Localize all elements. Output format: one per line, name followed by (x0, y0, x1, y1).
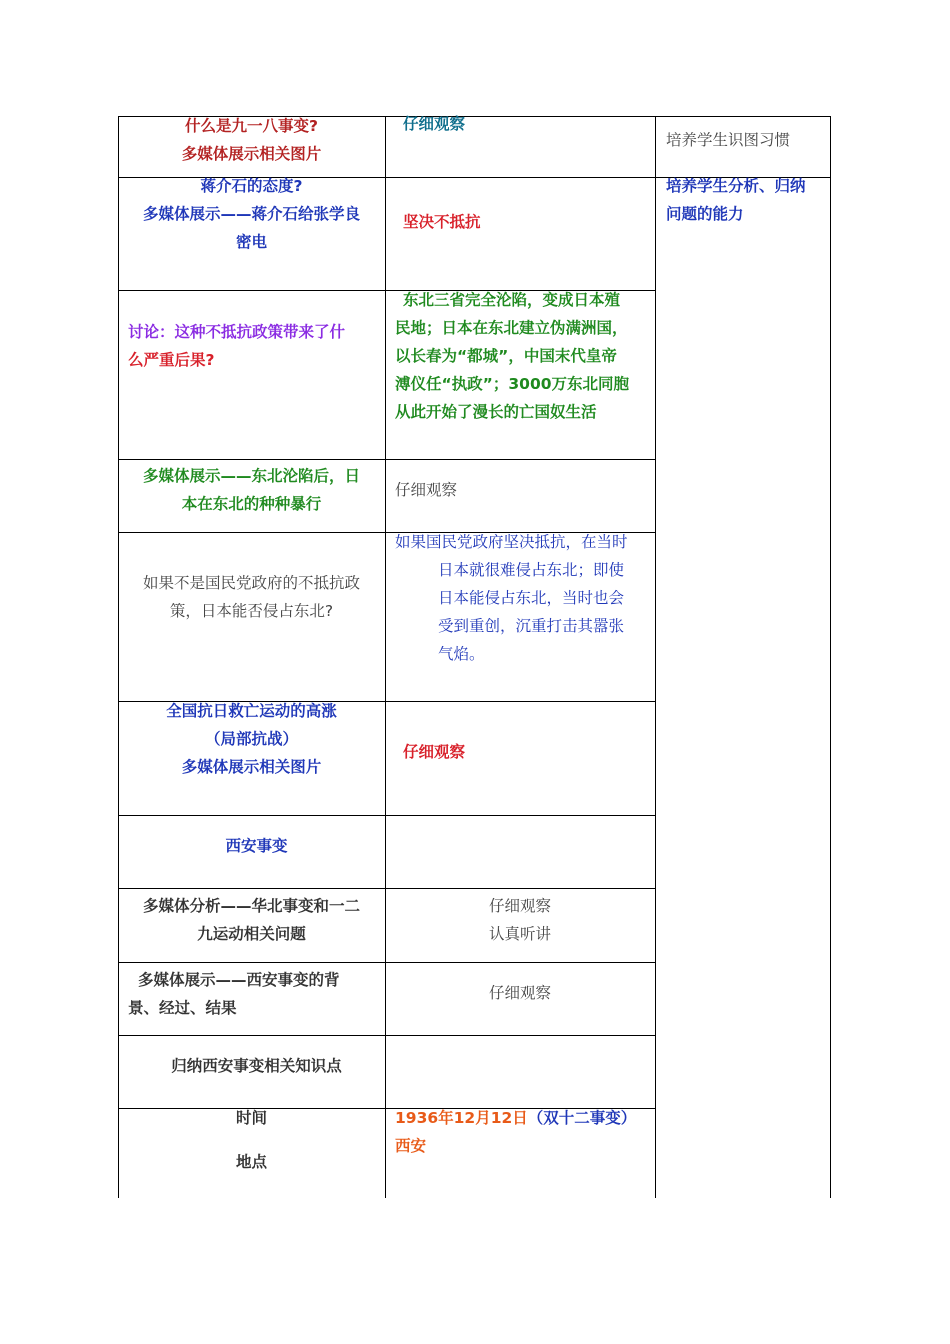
cell-line: 培养学生识图习惯 (666, 131, 791, 149)
cell-line: 全国抗日救亡运动的高涨 (166, 702, 337, 720)
cell-line: 策，日本能否侵占东北? (169, 602, 334, 620)
cell-line: 培养学生分析、归纳 (666, 177, 806, 195)
cell-line: 多媒体展示相关图片 (181, 145, 322, 163)
cell-line: 九运动相关问题 (197, 925, 306, 943)
cell-line: 时间 (235, 1109, 267, 1127)
left-cell-row-2 (128, 318, 383, 374)
mid-cell-row-10 (395, 1104, 653, 1160)
cell-line: 多媒体展示——东北沦陷后，日 (142, 467, 360, 485)
left-cell-row-3 (120, 462, 383, 518)
cell-line: 民地；日本在东北建立伪满洲国， (395, 319, 628, 337)
cell-line: 密电 (235, 233, 267, 251)
cell-line: 蒋介石的态度? (200, 177, 303, 195)
cell-line: 问题的能力 (666, 205, 744, 223)
cell-line: 归纳西安事变相关知识点 (171, 1057, 342, 1075)
left-cell-row-6 (120, 832, 393, 860)
discussion-prefix: 讨论：这种不抵抗政策带来了什 (128, 323, 346, 341)
row-divider (118, 1035, 656, 1036)
cell-line: 多媒体展示——蒋介石给张学良 (142, 205, 360, 223)
left-cell-row-5 (120, 697, 383, 781)
left-cell-row-0 (120, 112, 383, 168)
cell-line: 么严重后果? (128, 351, 215, 369)
mid-cell-row-1 (403, 208, 653, 236)
cell-line: 溥仪任“执政”；3000万东北同胞 (395, 375, 630, 393)
cell-line: 认真听讲 (488, 925, 551, 943)
cell-line: 坚决不抵抗 (403, 213, 481, 231)
cell-line: 受到重创，沉重打击其嚣张 (438, 617, 625, 635)
cell-line: 日本能侵占东北，当时也会 (438, 589, 625, 607)
mid-cell-row-5 (403, 738, 653, 766)
cell-line: 景、经过、结果 (128, 999, 237, 1017)
left-cell-row-4 (120, 569, 383, 625)
cell-line (395, 1104, 653, 1132)
cell-line: 西安事变 (225, 837, 288, 855)
cell-line: 以长春为“都城”，中国末代皇帝 (395, 347, 617, 365)
cell-line: 多媒体展示——西安事变的背 (138, 971, 340, 989)
cell-line: 仔细观察 (488, 984, 551, 1002)
row-divider (118, 962, 656, 963)
date-note: （双十二事变） (527, 1109, 637, 1127)
cell-line: 多媒体展示相关图片 (181, 758, 322, 776)
cell-line: （局部抗战） (204, 730, 298, 748)
cell-line: 仔细观察 (395, 481, 458, 499)
cell-line: 西安 (395, 1137, 427, 1155)
cell-line: 如果不是国民党政府的不抵抗政 (142, 574, 360, 592)
row-divider (118, 459, 656, 460)
left-cell-row-1 (120, 172, 383, 256)
cell-line: 从此开始了漫长的亡国奴生活 (395, 403, 597, 421)
cell-line: 本在东北的种种暴行 (181, 495, 322, 513)
cell-line: 东北三省完全沦陷，变成日本殖 (403, 291, 621, 309)
cell-line: 如果国民党政府坚决抵抗，在当时 (395, 533, 628, 551)
cell-line: 仔细观察 (488, 897, 551, 915)
mid-cell-row-8 (387, 979, 653, 1007)
cell-line: 什么是九一八事变? (185, 117, 318, 135)
left-cell-row-10 (120, 1104, 383, 1176)
row-divider (118, 888, 656, 889)
cell-line: 气焰。 (438, 645, 485, 663)
row-divider (118, 815, 656, 816)
left-cell-row-9 (120, 1052, 393, 1080)
table-right-border (830, 116, 831, 1198)
mid-cell-row-0 (403, 110, 653, 138)
mid-cell-row-4 (395, 528, 653, 668)
date-text: 1936年12月12日 (395, 1109, 528, 1127)
left-cell-row-8 (128, 966, 383, 1022)
cell-line: 日本就很难侵占东北；即使 (438, 561, 625, 579)
cell-line: 地点 (235, 1153, 267, 1171)
cell-line: 仔细观察 (403, 743, 466, 761)
mid-cell-row-3 (395, 476, 653, 504)
right-cell-row-1 (666, 172, 828, 228)
mid-cell-row-7 (387, 892, 653, 948)
cell-line: 多媒体分析——华北事变和一二 (142, 897, 360, 915)
left-cell-row-7 (120, 892, 383, 948)
cell-line (128, 318, 383, 346)
cell-line: 仔细观察 (403, 115, 466, 133)
right-cell-row-0 (666, 126, 828, 154)
mid-cell-row-2 (395, 286, 653, 426)
